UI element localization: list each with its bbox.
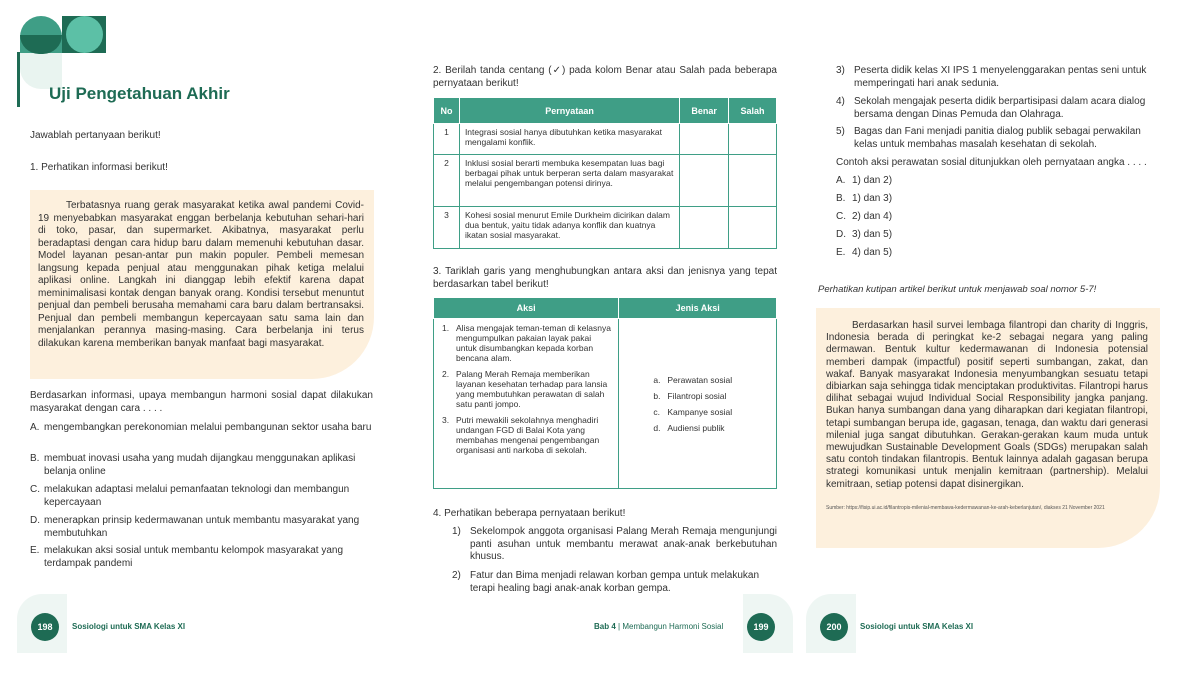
false-checkbox-cell[interactable] <box>729 155 777 207</box>
section-title: Uji Pengetahuan Akhir <box>49 84 230 103</box>
statement-item: 3) Peserta didik kelas XI IPS 1 menyelenggarakan pentas seni untuk memperingati hari anak sedunia. <box>836 65 1147 89</box>
option-e[interactable]: E. 4) dan 5) <box>836 247 893 258</box>
article-excerpt-text: Berdasarkan hasil survei lembaga filantropi dan charity di Inggris, Indonesia berada di peringkat ke-2 sebagai negara yang paling dermawan. Bentuk kultur kedermawanan di Indonesia potensial memberi dampak (impactful) positif seperti sumbangan, zakat, dan wakaf. Banyak masyarakat Indonesia menyumbangkan sesuatu tetapi dibiarkan saja sehingga tidak menciptakan produktivitas. Filantropi harus dilihat sebagai wujud Individual Social Responsibility jangka panjang. Bukan hanya sumbangan dana yang diharapkan dari kegiatan filantropi, tetapi sumbangan berupa ide, gagasan, tenaga, dan waktu dari generasi milenial juga sangat dibutuhkan. Gerakan-gerakan kaum muda untuk mewujudkan Sustainable Development Goals (SDGs) merupakan salah satu contoh tindakan filantropis. Bentuk lainnya adalah gagasan berupa strategi komunikasi untuk menjalin kemitraan (partnership). Melalui kemitraan, setiap potensi dapat disinergikan. <box>826 320 1148 490</box>
action-item[interactable]: 3. Putri mewakili sekolahnya menghadiri undangan FGD di Balai Kota yang membahas mengenai pengembangan organisasi anti narkoba di sekolah. <box>442 415 600 455</box>
article-note: Perhatikan kutipan artikel berikut untuk menjawab soal nomor 5-7! <box>818 284 1097 295</box>
info-excerpt-text: Terbatasnya ruang gerak masyarakat ketika awal pandemi Covid-19 menyebabkan masyarakat enggan berbelanja kebutuhan sehari-hari di toko, pasar, dan supermarket. Akibatnya, masyarakat perlu beradaptasi dengan cara hidup baru dalam memenuhi kebutuhan dasar. Model layanan pesan-antar pun makin populer. Pembeli memesan langsung kepada penjual atau menggunakan pihak ketiga melalui aplikasi online. Langkah ini dianggap lebih efektif karena dapat meminimalisasi kontak dengan banyak orang. Kondisi tersebut menuntut penjual dan pembeli berusaha memahami cara baru dalam bertransaksi. Penjual dan pembeli membangun kepercayaan satu sama lain dan menjalankan perannya masing-masing. Cara berbelanja ini terus dilakukan karena memberikan banyak manfaat bagi masyarakat. <box>38 200 364 349</box>
true-checkbox-cell[interactable] <box>680 155 729 207</box>
true-false-table <box>433 97 777 249</box>
page-number-badge: 200 <box>820 613 848 641</box>
action-type-item[interactable]: b. Filantropi sosial <box>653 391 727 401</box>
table-row <box>434 207 777 249</box>
question-2-prompt: 2. Berilah tanda centang (✓) pada kolom Benar atau Salah pada beberapa pernyataan berikut! <box>433 65 777 89</box>
row-number: 1 <box>434 124 460 155</box>
footer-chapter: Bab 4 | Membangun Harmoni Sosial <box>594 622 724 631</box>
row-number: 3 <box>434 207 460 249</box>
matching-table <box>433 297 777 489</box>
true-checkbox-cell[interactable] <box>680 207 729 249</box>
actions-cell <box>434 319 619 489</box>
false-checkbox-cell[interactable] <box>729 207 777 249</box>
statement-cell: Kohesi sosial menurut Emile Durkheim dicirikan dalam dua bentuk, yaitu tidak adanya konflik dan kuatnya ikatan sosial masyarakat. <box>459 207 679 249</box>
question-4-prompt: 4. Perhatikan beberapa pernyataan berikut! <box>433 508 626 519</box>
action-item[interactable]: 1. Alisa mengajak teman-teman di kelasnya mengumpulkan pakaian layak pakai untuk disumbangkan kepada korban bencana alam. <box>442 323 611 363</box>
statement-cell: Integrasi sosial hanya dibutuhkan ketika masyarakat mengalami konflik. <box>459 124 679 155</box>
page-199 <box>400 0 800 675</box>
col-header-false: Salah <box>729 98 777 124</box>
option-a[interactable]: A. 1) dan 2) <box>836 175 893 186</box>
col-header-action: Aksi <box>434 298 619 319</box>
col-header-true: Benar <box>680 98 729 124</box>
statement-item: 4) Sekolah mengajak peserta didik berpartisipasi dalam acara dialog bersama dengan Dinas Pemuda dan Olahraga. <box>836 96 1146 120</box>
action-type-item[interactable]: c. Kampanye sosial <box>653 407 733 417</box>
footer-book-title: Sosiologi untuk SMA Kelas XI <box>72 622 186 631</box>
footer-book-title: Sosiologi untuk SMA Kelas XI <box>860 622 974 631</box>
statement-cell: Inklusi sosial berarti membuka kesempatan luas bagi berbagai pihak untuk berperan serta dalam masyarakat melalui pengembangan potensi dirinya. <box>459 155 679 207</box>
page-number-badge: 199 <box>747 613 775 641</box>
instruction-text: Jawablah pertanyaan berikut! <box>30 130 161 141</box>
action-types-cell <box>619 319 777 489</box>
option-e[interactable]: E. melakukan aksi sosial untuk membantu kelompok masyarakat yang terdampak pandemi <box>30 545 344 569</box>
page-200 <box>800 0 1200 675</box>
article-excerpt-box <box>816 308 1160 548</box>
action-type-item[interactable]: d. Audiensi publik <box>653 423 725 433</box>
col-header-action-type: Jenis Aksi <box>619 298 777 319</box>
option-d[interactable]: D. 3) dan 5) <box>836 229 893 240</box>
action-type-item[interactable]: a. Perawatan sosial <box>653 375 733 385</box>
false-checkbox-cell[interactable] <box>729 124 777 155</box>
info-excerpt-box <box>30 190 374 379</box>
row-number: 2 <box>434 155 460 207</box>
statement-item: 1) Sekelompok anggota organisasi Palang Merah Remaja mengunjungi panti asuhan untuk membantu merawat anak-anak berkebutuhan khusus. <box>452 526 777 562</box>
col-header-no: No <box>434 98 460 124</box>
option-c[interactable]: C. 2) dan 4) <box>836 211 893 222</box>
question-1-prompt: 1. Perhatikan informasi berikut! <box>30 162 168 173</box>
option-d[interactable]: D. menerapkan prinsip kedermawanan untuk membantu masyarakat yang membutuhkan <box>30 515 360 539</box>
question-1-text: Berdasarkan informasi, upaya membangun harmoni sosial dapat dilakukan masyarakat dengan cara . . . . <box>30 390 373 414</box>
statement-item: 2) Fatur dan Bima menjadi relawan korban gempa untuk melakukan terapi healing bagi anak-anak korban gempa. <box>452 570 760 594</box>
question-text: Contoh aksi perawatan sosial ditunjukkan oleh pernyataan angka . . . . <box>836 157 1147 168</box>
col-header-statement: Pernyataan <box>459 98 679 124</box>
statement-item: 5) Bagas dan Fani menjadi panitia dialog publik sebagai perwakilan kelas untuk membahas masalah kesehatan di sekolah. <box>836 126 1141 150</box>
table-row <box>434 124 777 155</box>
question-3-prompt: 3. Tariklah garis yang menghubungkan antara aksi dan jenisnya yang tepat berdasarkan tabel berikut! <box>433 266 777 290</box>
option-c[interactable]: C. melakukan adaptasi melalui pemanfaatan teknologi dan membangun kepercayaan <box>30 484 350 508</box>
action-item[interactable]: 2. Palang Merah Remaja memberikan layanan kesehatan terhadap para lansia yang membutuhkan perawatan di salah satu panti jompo. <box>442 369 608 409</box>
page-198 <box>0 0 400 675</box>
article-source: Sumber: https://fisip.ui.ac.id/filantropis-milenial-membawa-kedermawanan-ke-arah-keberlanjutan/, diakses 21 November 2021 <box>826 504 1105 511</box>
table-row <box>434 155 777 207</box>
true-checkbox-cell[interactable] <box>680 124 729 155</box>
option-b[interactable]: B. 1) dan 3) <box>836 193 893 204</box>
option-b[interactable]: B. membuat inovasi usaha yang mudah dijangkau menggunakan aplikasi belanja online <box>30 453 356 477</box>
page-number-badge: 198 <box>31 613 59 641</box>
option-a[interactable]: A. mengembangkan perekonomian melalui pembangunan sektor usaha baru <box>30 422 372 433</box>
